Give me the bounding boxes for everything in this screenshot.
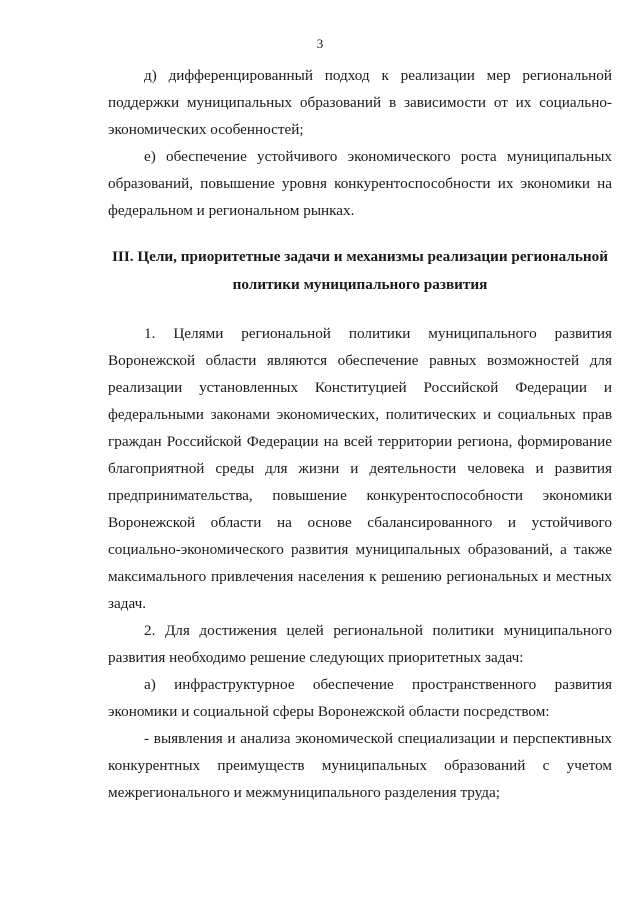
main-text-block — [108, 320, 612, 806]
paragraph-2a: а) инфраструктурное обеспечение пространственного развития экономики и социальной сферы Воронежской области посредством: — [108, 676, 612, 720]
page-number: 3 — [316, 36, 324, 51]
paragraph-1: 1. Целями региональной политики муниципального развития Воронежской области являются обеспечение равных возможностей для реализации установленных Конституцией Российской Федерации и федеральными законами экономических, политических и социальных прав граждан Российской Федерации на всей территории региона, формирование благоприятной среды для жизни и деятельности человека и развития предпринимательства, повышение конкурентоспособности экономики Воронежской области на основе сбалансированного и устойчивого социально-экономического развития муниципальных образований, а также максимального привлечения населения к решению региональных и местных задач. — [108, 325, 612, 612]
section-heading-line-1: III. Цели, приоритетные задачи и механизмы реализации региональной — [112, 248, 608, 265]
section-heading — [100, 243, 620, 299]
paragraph-e: е) обеспечение устойчивого экономического роста муниципальных образований, повышение уровня конкурентоспособности их экономики на федеральном и региональном рынках. — [108, 148, 612, 219]
paragraph-d: д) дифференцированный подход к реализации мер региональной поддержки муниципальных образований в зависимости от их социально-экономических особенностей; — [108, 67, 612, 138]
paragraph-2a-item: - выявления и анализа экономической специализации и перспективных конкурентных преимуществ муниципальных образований с учетом межрегионального и межмуниципального разделения труда; — [108, 730, 612, 801]
paragraph-2: 2. Для достижения целей региональной политики муниципального развития необходимо решение следующих приоритетных задач: — [108, 622, 612, 666]
section-heading-line-2: политики муниципального развития — [232, 276, 488, 293]
top-text-block — [108, 62, 612, 224]
